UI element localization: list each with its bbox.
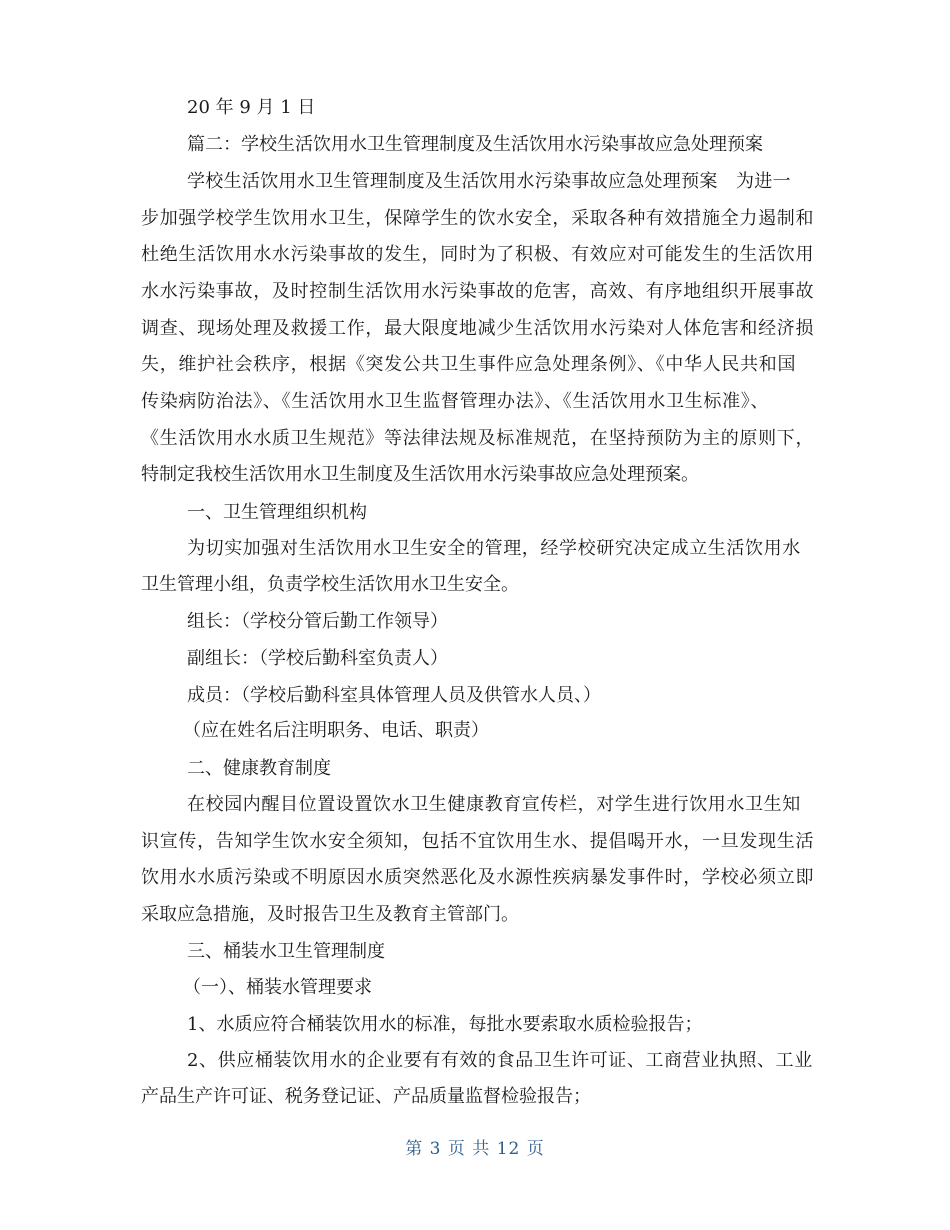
paragraph-line: 水水污染事故，及时控制生活饮用水污染事故的危害，高效、有序地组织开展事故 bbox=[141, 281, 815, 302]
subheading-bottled-water-requirements: （一）、桶装水管理要求 bbox=[183, 977, 372, 998]
page-number-footer: 第 3 页 共 12 页 bbox=[405, 1139, 545, 1159]
paragraph-line: 步加强学校学生饮用水卫生，保障学生的饮水安全，采取各种有效措施全力遏制和 bbox=[141, 208, 815, 229]
paragraph-line: 采取应急措施，及时报告卫生及教育主管部门。 bbox=[141, 904, 519, 925]
paragraph-line: 传染病防治法》、《生活饮用水卫生监督管理办法》、《生活饮用水卫生标准》、 bbox=[141, 391, 770, 412]
list-item: 1、水质应符合桶装饮用水的标准，每批水要索取水质检验报告； bbox=[187, 1014, 703, 1035]
list-item: 2、供应桶装饮用水的企业要有有效的食品卫生许可证、工商营业执照、工业 bbox=[187, 1050, 813, 1071]
heading-bottled-water: 三、桶装水卫生管理制度 bbox=[187, 941, 385, 962]
paragraph-line: 失，维护社会秩序，根据《突发公共卫生事件应急处理条例》、《中华人民共和国 bbox=[141, 354, 797, 375]
leader-line: 组长：（学校分管后勤工作领导） bbox=[187, 611, 448, 632]
date-line: 20 年 9 月 1 日 bbox=[187, 97, 316, 118]
paragraph-line: 杜绝生活饮用水水污染事故的发生，同时为了积极、有效应对可能发生的生活饮用 bbox=[141, 244, 815, 265]
paragraph-line: 识宣传，告知学生饮水安全须知，包括不宜饮用生水、提倡喝开水，一旦发现生活 bbox=[141, 831, 815, 852]
paragraph-line: 为切实加强对生活饮用水卫生安全的管理，经学校研究决定成立生活饮用水 bbox=[187, 538, 801, 559]
section-title-part2: 篇二：学校生活饮用水卫生管理制度及生活饮用水污染事故应急处理预案 bbox=[187, 134, 763, 155]
members-line: 成员：（学校后勤科室具体管理人员及供管水人员、） bbox=[187, 685, 601, 706]
paragraph-line: 在校园内醒目位置设置饮水卫生健康教育宣传栏，对学生进行饮用水卫生知 bbox=[187, 794, 801, 815]
note-line: （应在姓名后注明职务、电话、职责） bbox=[183, 720, 489, 741]
paragraph-line: 调查、现场处理及救援工作，最大限度地减少生活饮用水污染对人体危害和经济损 bbox=[141, 318, 815, 339]
heading-health-education: 二、健康教育制度 bbox=[187, 758, 331, 779]
deputy-leader-line: 副组长：（学校后勤科室负责人） bbox=[187, 648, 448, 669]
list-item-continuation: 产品生产许可证、税务登记证、产品质量监督检验报告； bbox=[141, 1086, 591, 1107]
paragraph-line: 特制定我校生活饮用水卫生制度及生活饮用水污染事故应急处理预案。 bbox=[141, 464, 699, 485]
paragraph-line: 卫生管理小组，负责学校生活饮用水卫生安全。 bbox=[141, 574, 519, 595]
paragraph-line: 《生活饮用水水质卫生规范》等法律法规及标准规范，在坚持预防为主的原则下， bbox=[141, 428, 815, 449]
paragraph-line: 饮用水水质污染或不明原因水质突然恶化及水源性疾病暴发事件时，学校必须立即 bbox=[141, 867, 815, 888]
paragraph-line: 学校生活饮用水卫生管理制度及生活饮用水污染事故应急处理预案 为进一 bbox=[187, 171, 791, 192]
heading-organization: 一、卫生管理组织机构 bbox=[187, 502, 367, 523]
